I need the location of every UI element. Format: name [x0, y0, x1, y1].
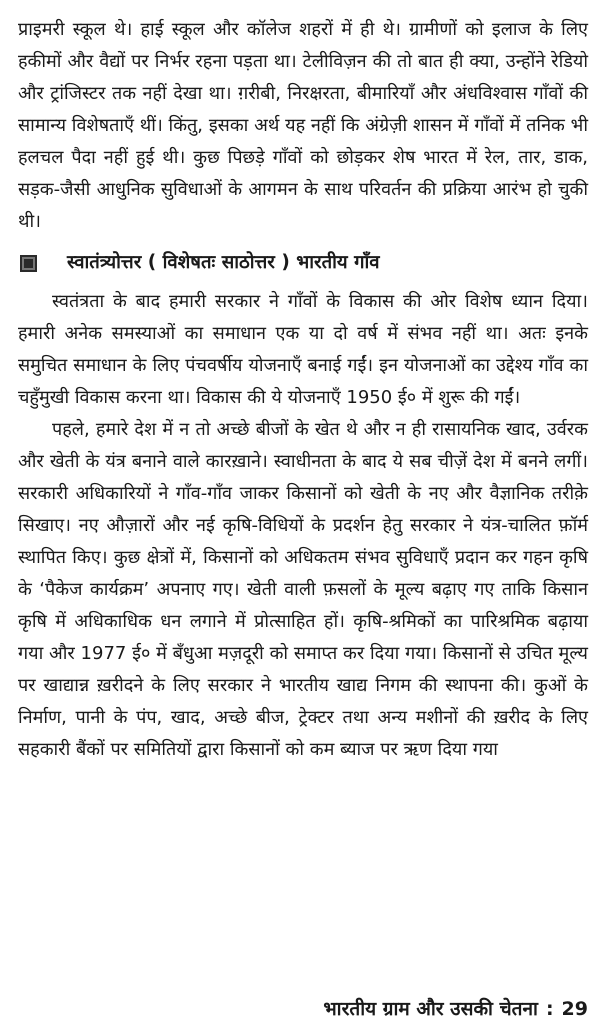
- body-paragraph-1: स्वतंत्रता के बाद हमारी सरकार ने गाँवों के विकास की ओर विशेष ध्यान दिया। हमारी अनेक समस्याओं का समाधान एक या दो वर्ष में संभव नहीं था। अतः इनके समुचित समाधान के लिए पंचवर्षीय योजनाएँ बनाई गईं। इन योजनाओं का उद्देश्य गाँव का चहुँमुखी विकास करना था। विकास की ये योजनाएँ 1950 ई० में शुरू की गईं।: [18, 291, 588, 408]
- square-bullet-icon: [20, 255, 37, 272]
- page-footer: [323, 995, 588, 1023]
- body-paragraph-2: पहले, हमारे देश में न तो अच्छे बीजों के खेत थे और न ही रासायनिक खाद, उर्वरक और खेती के यंत्र बनाने वाले कारख़ाने। स्वाधीनता के बाद ये सब चीज़ें देश में बनने लगीं। सरकारी अधिकारियों ने गाँव-गाँव जाकर किसानों को खेती के नए और वैज्ञानिक तरीक़े सिखाए। नए औज़ारों और नई कृषि-विधियों के प्रदर्शन हेतु सरकार ने यंत्र-चालित फ़ॉर्म स्थापित किए। कुछ क्षेत्रों में, किसानों को अधिकतम संभव सुविधाएँ प्रदान कर गहन कृषि के ‘पैकेज कार्यक्रम’ अपनाए गए। खेती वाली फ़सलों के मूल्य बढ़ाए गए ताकि किसान कृषि में अधिकाधिक धन लगाने में प्रोत्साहित हों। कृषि-श्रमिकों का पारिश्रमिक बढ़ाया गया और 1977 ई० में बँधुआ मज़दूरी को समाप्त कर दिया गया। किसानों से उचित मूल्य पर खाद्यान्न ख़रीदने के लिए सरकार ने भारतीय खाद्य निगम की स्थापना की। कुओं के निर्माण, पानी के पंप, खाद, अच्छे बीज, ट्रेक्टर तथा अन्य मशीनों की ख़रीद के लिए सहकारी बैंकों पर समितियों द्वारा किसानों को कम ब्याज पर ऋण दिया गया: [18, 419, 588, 760]
- intro-paragraph: प्राइमरी स्कूल थे। हाई स्कूल और कॉलेज शहरों में ही थे। ग्रामीणों को इलाज के लिए हकीमों और वैद्यों पर निर्भर रहना पड़ता था। टेलीविज़न की तो बात ही क्या, उन्होंने रेडियो और ट्रांजिस्टर तक नहीं देखा था। ग़रीबी, निरक्षरता, बीमारियाँ और अंधविश्वास गाँवों की सामान्य विशेषताएँ थीं। किंतु, इसका अर्थ यह नहीं कि अंग्रेज़ी शासन में गाँवों में तनिक भी हलचल पैदा नहीं हुई थी। कुछ पिछड़े गाँवों को छोड़कर शेष भारत में रेल, तार, डाक, सड़क-जैसी आधुनिक सुविधाओं के आगमन के साथ परिवर्तन की प्रक्रिया आरंभ हो चुकी थी।: [18, 19, 588, 232]
- page-number: 29: [561, 998, 588, 1020]
- footer-separator: :: [545, 998, 554, 1020]
- document-page: [18, 14, 588, 1024]
- section-heading: [18, 249, 588, 277]
- section-heading-text: स्वातंत्र्योत्तर ( विशेषतः साठोत्तर ) भारतीय गाँव: [67, 252, 380, 273]
- running-title: भारतीय ग्राम और उसकी चेतना: [323, 998, 538, 1020]
